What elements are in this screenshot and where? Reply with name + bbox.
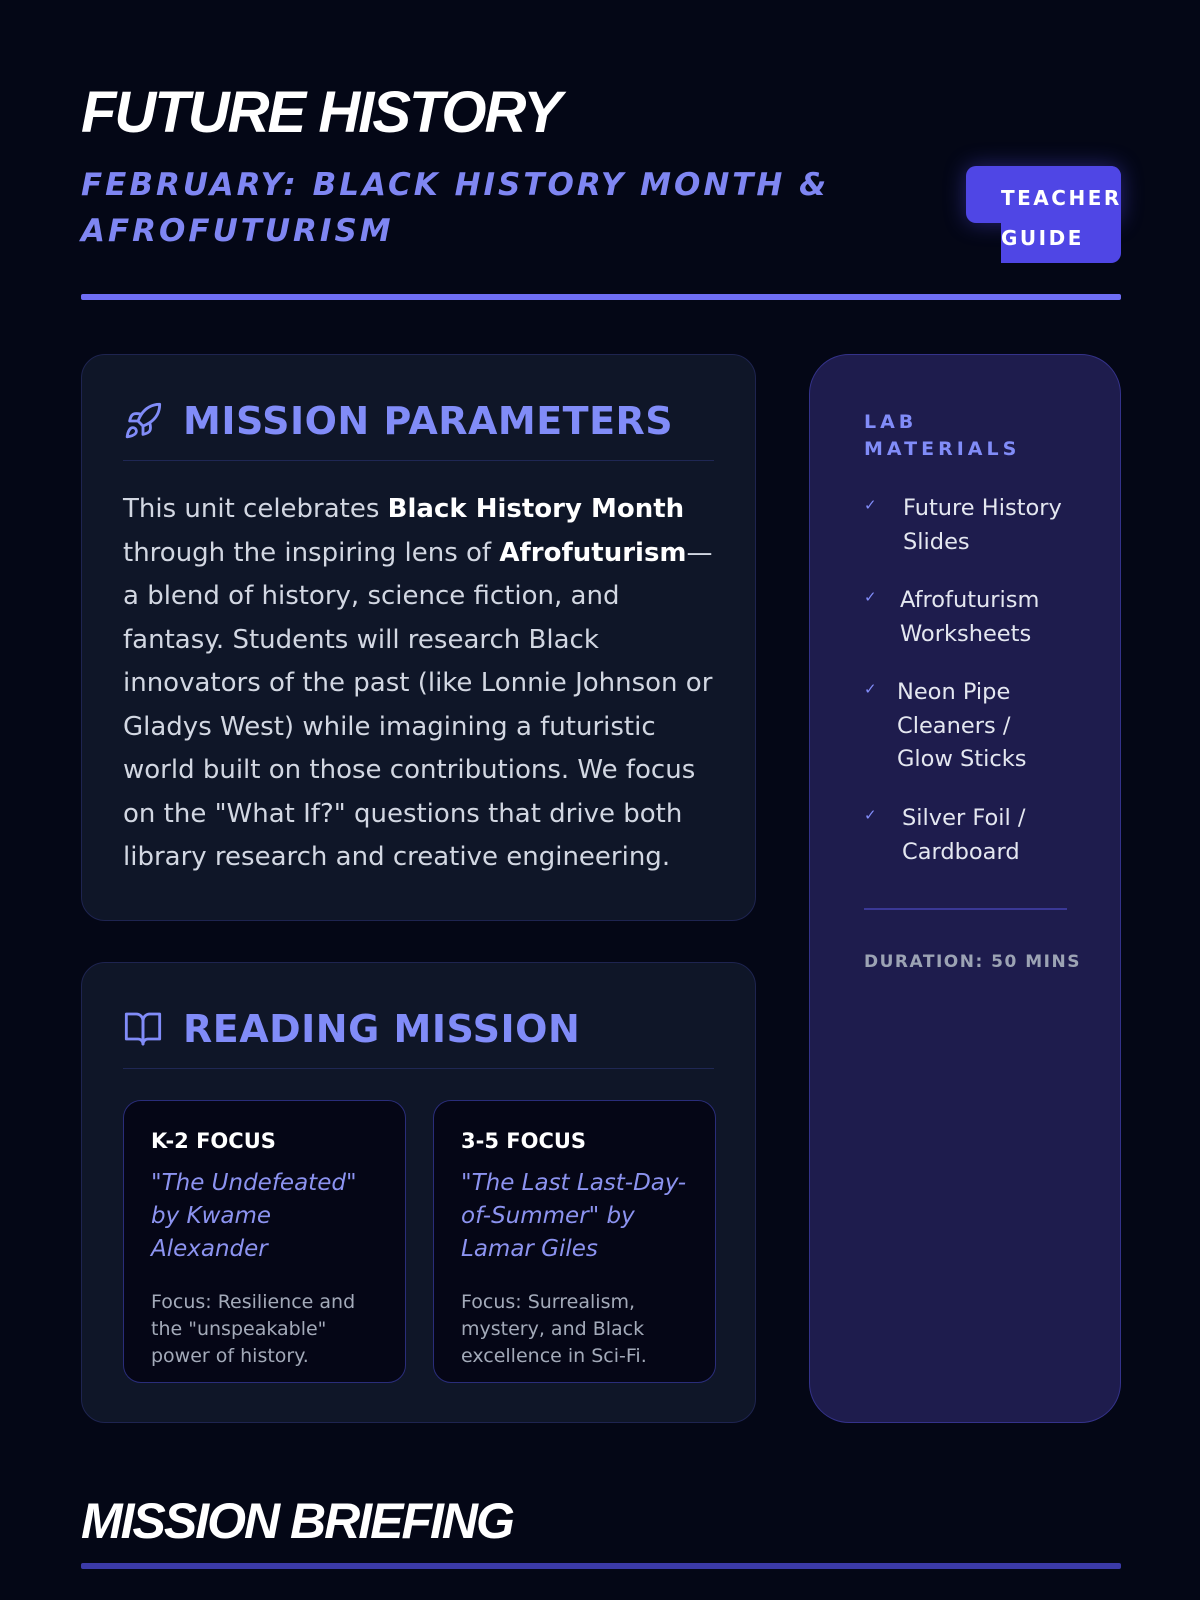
reading-mission-header xyxy=(123,1007,714,1069)
lab-divider xyxy=(864,908,1067,910)
mission-description: This unit celebrates Black History Month through the inspiring lens of Afrofuturism—a blend of history, science fiction, and fantasy. Students will research Black innovators of the past (like Lonnie Johnson or Gladys West) while imagining a futuristic world built on those contributions. We focus on the "What If?" questions that drive both library research and creative engineering. xyxy=(123,494,713,872)
check-icon: ✓ xyxy=(864,496,877,514)
book-title: "The Last Last-Day-of-Summer" by Lamar Giles xyxy=(461,1170,686,1262)
page-subtitle: FEBRUARY: BLACK HISTORY MONTH & AFROFUTURISM xyxy=(81,167,830,249)
header-divider xyxy=(81,294,1121,300)
footer-divider xyxy=(81,1563,1121,1569)
page-title: FUTURE HISTORY xyxy=(81,80,561,145)
book-focus: Focus: Surrealism, mystery, and Black excellence in Sci-Fi. xyxy=(461,1291,647,1367)
book-grade: K-2 FOCUS xyxy=(151,1129,276,1153)
book-focus: Focus: Resilience and the "unspeakable" power of history. xyxy=(151,1291,356,1367)
unit-page xyxy=(81,0,1121,1600)
lab-materials-panel: LAB MATERIALS ✓ Future History Slides ✓ Afrofuturism Worksheets ✓ Neon Pipe Cleaners / Glow Sticks ✓ Silver Foil / Cardboard DURATION: 50 MINS xyxy=(809,354,1121,1423)
book-grade: 3-5 FOCUS xyxy=(461,1129,587,1153)
book-card-3-5 xyxy=(433,1100,716,1383)
check-icon: ✓ xyxy=(864,588,877,606)
mission-briefing-title: MISSION BRIEFING xyxy=(81,1493,513,1549)
mission-parameters-heading: MISSION PARAMETERS xyxy=(183,399,674,443)
check-icon: ✓ xyxy=(864,680,877,698)
mission-parameters-card xyxy=(81,354,756,921)
reading-mission-heading: READING MISSION xyxy=(183,1007,581,1051)
book-card-k2 xyxy=(123,1100,406,1383)
reading-mission-card xyxy=(81,962,756,1423)
lab-materials-heading: LAB MATERIALS xyxy=(864,411,1021,460)
open-book-icon xyxy=(123,1009,163,1049)
check-icon: ✓ xyxy=(864,806,877,824)
book-title: "The Undefeated" by Kwame Alexander xyxy=(151,1170,357,1262)
mission-parameters-header xyxy=(123,399,714,461)
rocket-icon xyxy=(123,401,163,441)
teacher-guide-button[interactable] xyxy=(966,166,1121,263)
teacher-guide-label: TEACHER GUIDE xyxy=(1001,186,1122,250)
duration-label: DURATION: 50 MINS xyxy=(864,952,1081,972)
